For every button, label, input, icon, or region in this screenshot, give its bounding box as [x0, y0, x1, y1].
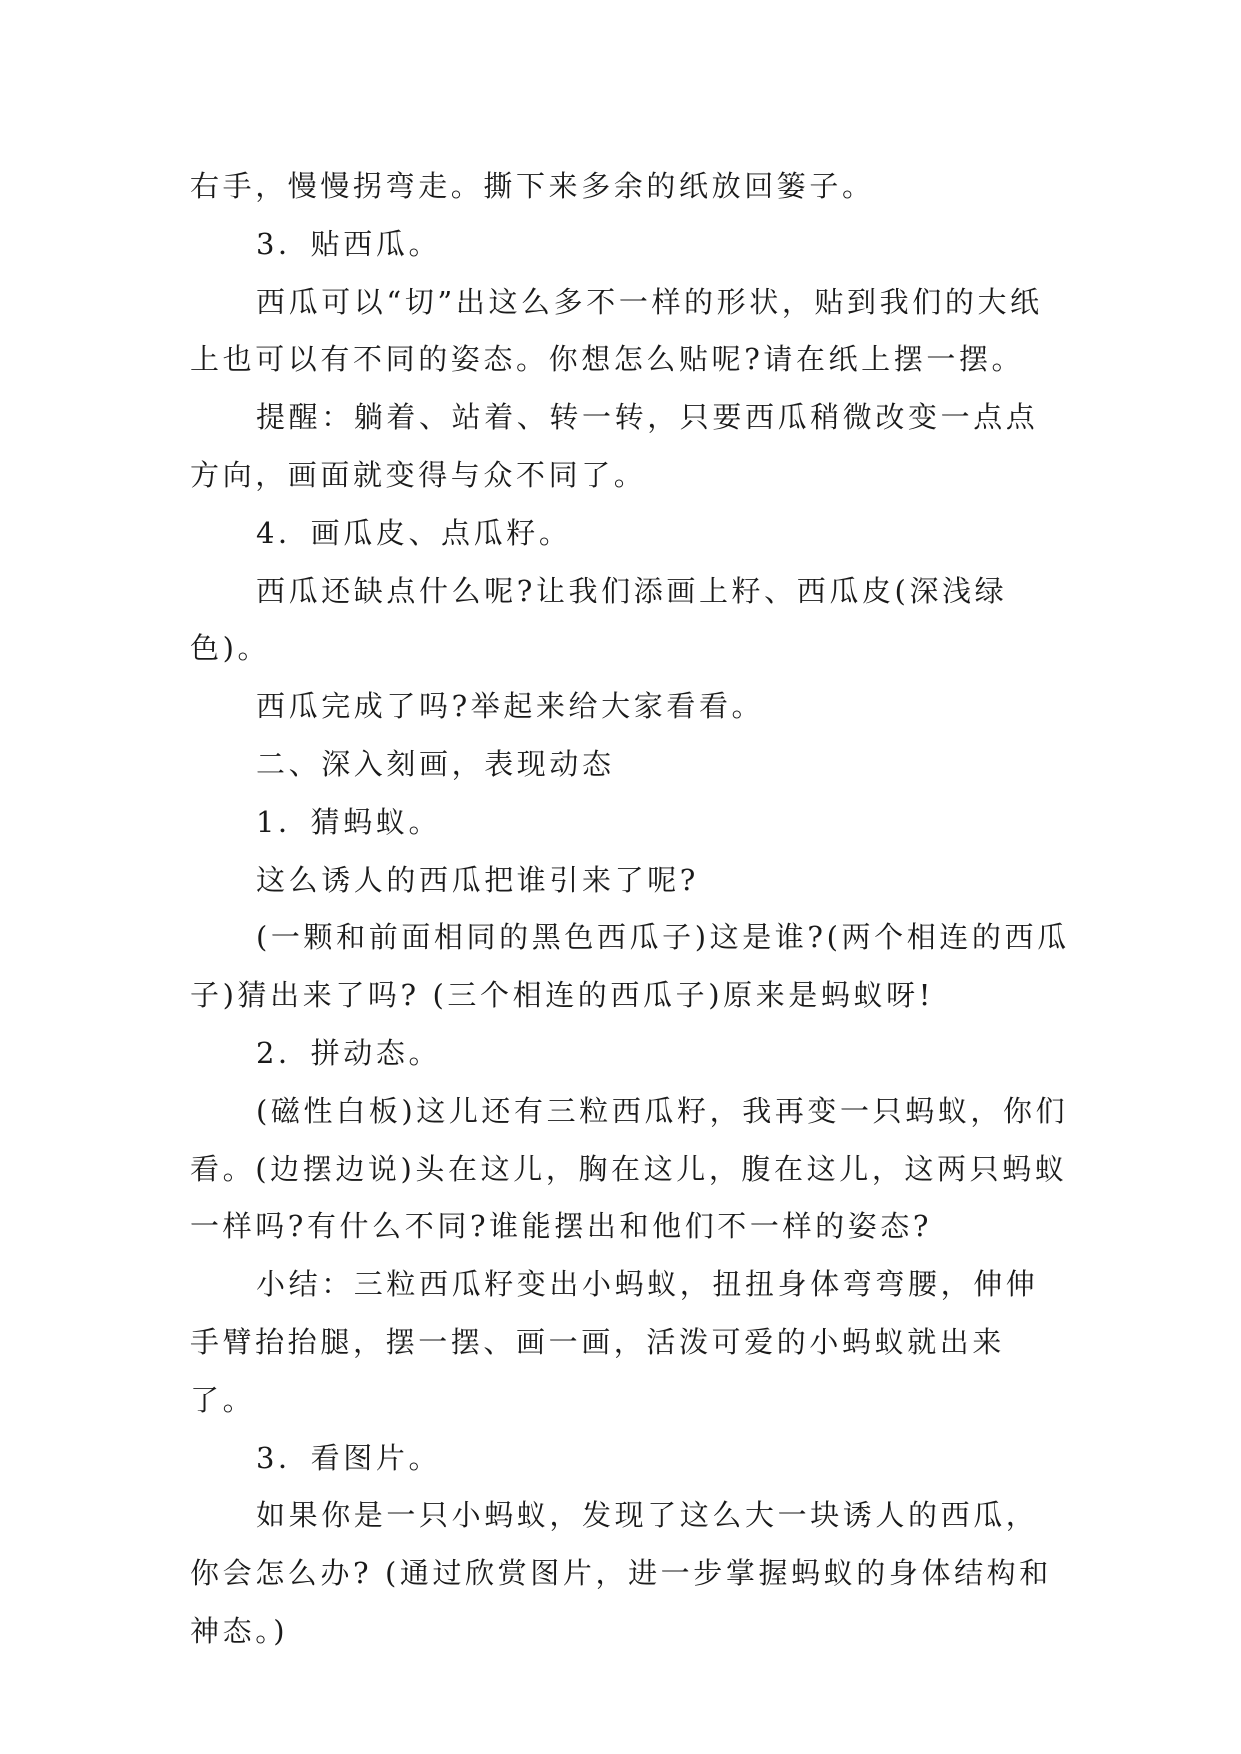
step-heading-draw-rind: 4．画瓜皮、点瓜籽。: [256, 515, 572, 550]
document-body: [190, 158, 1070, 1661]
paragraph: 西瓜完成了吗?举起来给大家看看。: [256, 689, 765, 724]
section-heading: 二、深入刻画，表现动态: [256, 746, 615, 781]
step-heading-view-pictures: 3．看图片。: [256, 1440, 442, 1475]
paragraph: 如果你是一只小蚂蚁，发现了这么大一块诱人的西瓜，你会怎么办? (通过欣赏图片，进一步掌握蚂蚁的身体结构和神态。): [190, 1498, 1052, 1648]
paragraph: (一颗和前面相同的黑色西瓜子)这是谁?(两个相连的西瓜子)猜出来了吗? (三个相连的西瓜子)原来是蚂蚁呀!: [190, 920, 1070, 1013]
step-heading-assemble: 2．拼动态。: [256, 1035, 442, 1070]
paragraph: 这么诱人的西瓜把谁引来了呢?: [256, 862, 699, 897]
summary-paragraph: 小结：三粒西瓜籽变出小蚂蚁，扭扭身体弯弯腰，伸伸手臂抬抬腿，摆一摆、画一画，活泼可爱的小蚂蚁就出来了。: [190, 1267, 1039, 1417]
paragraph: 西瓜还缺点什么呢?让我们添画上籽、西瓜皮(深浅绿色)。: [190, 573, 1008, 666]
paragraph: (磁性白板)这儿还有三粒西瓜籽，我再变一只蚂蚁，你们看。(边摆边说)头在这儿，胸在这儿，腹在这儿，这两只蚂蚁一样吗?有什么不同?谁能摆出和他们不一样的姿态?: [190, 1093, 1069, 1244]
step-heading-guess-ant: 1．猜蚂蚁。: [256, 804, 442, 839]
paragraph: 西瓜可以“切”出这么多不一样的形状，贴到我们的大纸上也可以有不同的姿态。你想怎么贴呢?请在纸上摆一摆。: [190, 284, 1043, 377]
step-heading-paste-watermelon: 3．贴西瓜。: [256, 226, 442, 261]
paragraph-continuation: 右手，慢慢拐弯走。撕下来多余的纸放回篓子。: [190, 169, 875, 203]
reminder-paragraph: 提醒：躺着、站着、转一转，只要西瓜稍微改变一点点方向，画面就变得与众不同了。: [190, 400, 1039, 492]
